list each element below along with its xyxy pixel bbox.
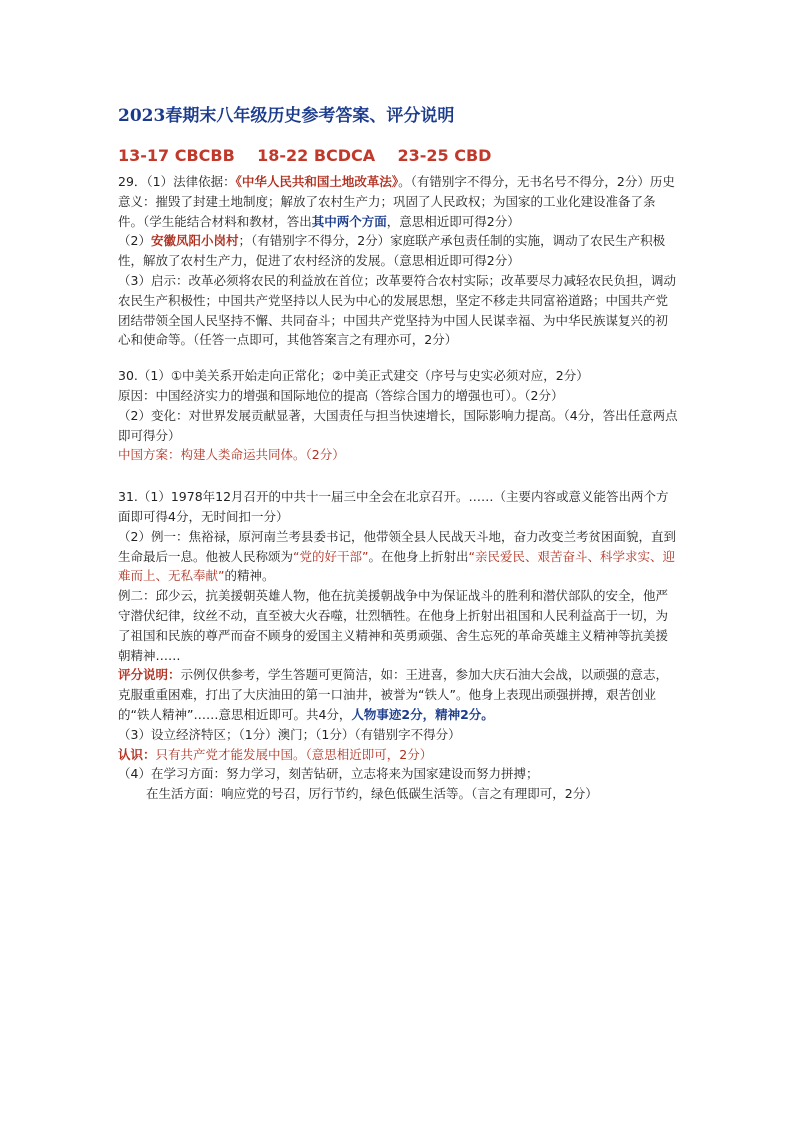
q30-reason: 原因：中国经济实力的增强和国际地位的提高（答综合国力的增强也可）。（2分） (118, 387, 564, 403)
law-name: 《中华人民共和国土地改革法》 (235, 174, 399, 189)
answer-document (118, 104, 678, 804)
scoring-label: 评分说明： (118, 667, 181, 683)
q30-china-plan: 中国方案：构建人类命运共同体。（2分） (118, 447, 345, 463)
q31-understanding: 认识：只有共产党才能发展中国。（意思相近即可，2分） (118, 746, 433, 762)
china-plan-label: 中国方案： (118, 447, 181, 463)
q30-part2: （2）变化：对世界发展贡献显著，大国责任与担当快速增长，国际影响力提高。（4分，答出任意两点即可得分） (118, 407, 678, 443)
q31-example2: 例二：邱少云，抗美援朝英雄人物，他在抗美援朝战争中为保证战斗的胜利和潜伏部队的安全，他严守潜伏纪律，纹丝不动，直至被大火吞噬，壮烈牺牲。在他身上折射出祖国和人民利益高于一切，为了祖国和民族的尊严而奋不顾身的爱国主义精神和英勇顽强、舍生忘死的革命英雄主义精神等抗美援朝精神…… (118, 588, 669, 663)
q31-part3: （3）设立经济特区；（1分）澳门；（1分）（有错别字不得分） (118, 726, 461, 742)
q31-scoring-note: 评分说明：示例仅供参考，学生答题可更简洁，如：王进喜，参加大庆石油大会战，以顽强的意志，克服重重困难，打出了大庆油田的第一口油井，被誉为“铁人”。他身上表现出顽强拼搏，艰苦创业的“铁人精神”……意思相近即可。共4分，人物事迹2分，精神2分。 (118, 667, 669, 722)
q31-part1: 31.（1）1978年12月召开的中共十一届三中全会在北京召开。……（主要内容或意义能答出两个方面即可得4分，无时间扣一分） (118, 489, 669, 524)
quote-good-cadre: “党的好干部” (293, 548, 369, 564)
objective-answers: 13-17 CBCBB 18-22 BCDCA 23-25 CBD (118, 146, 492, 165)
key-phrase: 其中两个方面 (311, 213, 387, 229)
quote-spirit: “亲民爱民、艰苦奋斗、科学求实、迎难而上、无私奉献” (118, 548, 675, 584)
q29-part2: （2）安徽凤阳小岗村；（有错别字不得分，2分）家庭联产承包责任制的实施，调动了农民生产积极性，解放了农村生产力，促进了农村经济的发展。（意思相近即可得2分） (118, 233, 666, 269)
q30-part1: 30.（1）①中美关系开始走向正常化；②中美正式建交（序号与史实必须对应，2分） (118, 368, 589, 384)
q29-part1: 29．（1）法律依据：《中华人民共和国土地改革法》。（有错别字不得分，无书名号不得分，2分）历史意义：摧毁了封建土地制度；解放了农村生产力；巩固了人民政权；为国家的工业化建设准备了条件。（学生能结合材料和教材，答出其中两个方面，意思相近即可得2分） (118, 174, 675, 229)
document-title: 2023春期末八年级历史参考答案、评分说明 (118, 106, 455, 126)
place-name: 安徽凤阳小岗村 (150, 233, 239, 249)
understanding-label: 认识： (118, 746, 156, 762)
q31-part4-life: 在生活方面：响应党的号召，厉行节约，绿色低碳生活等。（言之有理即可，2分） (146, 786, 598, 802)
q31-part4-study: （4）在学习方面：努力学习，刻苦钻研，立志将来为国家建设而努力拼搏； (118, 766, 539, 782)
q29-part3: （3）启示：改革必须将农民的利益放在首位；改革要符合农村实际；改革要尽力减轻农民负担，调动农民生产积极性；中国共产党坚持以人民为中心的发展思想，坚定不移走共同富裕道路；中国共产党团结带领全国人民坚持不懈、共同奋斗；中国共产党坚持为中国人民谋幸福、为中华民族谋复兴的初心和使命等。（任答一点即可，其他答案言之有理亦可，2分） (118, 272, 676, 348)
q31-example1: （2）例一：焦裕禄，原河南兰考县委书记，他带领全县人民战天斗地，奋力改变兰考贫困面貌，直到生命最后一息。他被人民称颂为“党的好干部”。在他身上折射出“亲民爱民、艰苦奋斗、科学求实、迎难而上、无私奉献”的精神。 (118, 528, 676, 584)
